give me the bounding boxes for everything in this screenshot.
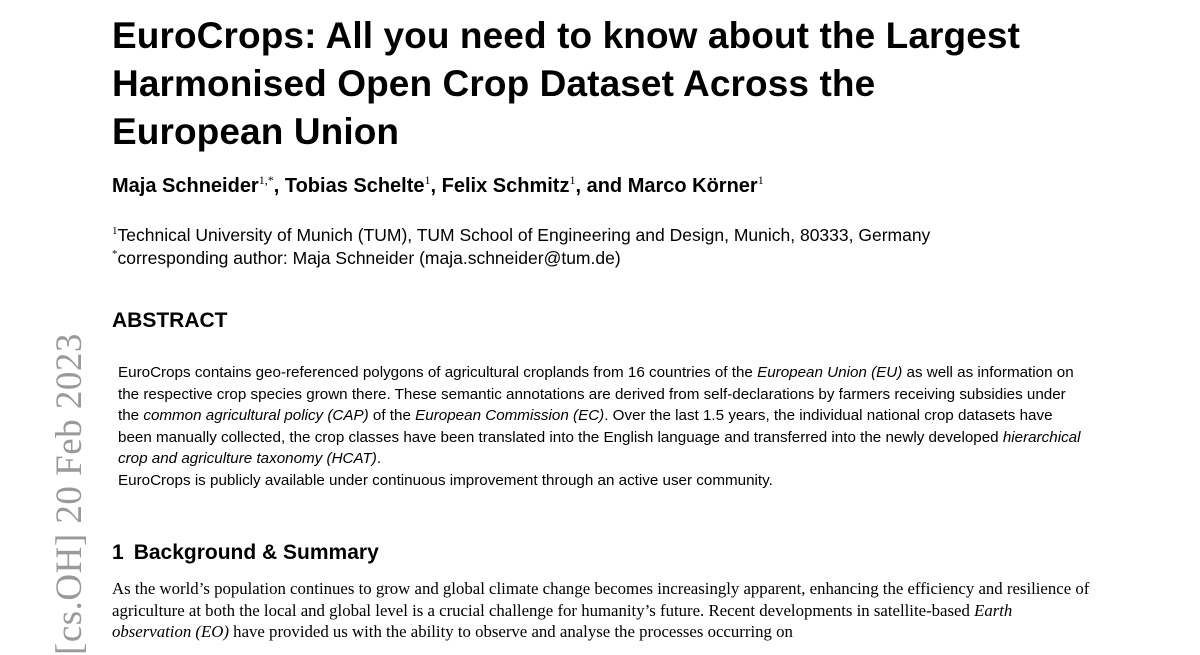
abstract-emphasis: European Union (EU) xyxy=(757,364,903,381)
author-separator: , xyxy=(430,175,442,197)
author-name: Felix Schmitz xyxy=(441,175,570,197)
author-affiliation-mark: 1 xyxy=(424,173,431,187)
affiliation-mark: 1 xyxy=(112,225,118,237)
title-line-1: EuroCrops: All you need to know about the Largest xyxy=(112,15,1021,56)
author-separator: , xyxy=(273,175,285,197)
abstract-heading: ABSTRACT xyxy=(112,309,228,332)
section-title: Background & Summary xyxy=(133,541,379,564)
abstract-text: . Over the last 1.5 years, the individual national crop datasets have been manually collected, the crop classes have been translated into the English language and transferred into the newly developed xyxy=(118,407,1053,446)
affiliation-mark: * xyxy=(112,248,118,260)
author-list xyxy=(112,173,1102,199)
abstract-paragraph: EuroCrops is publicly available under continuous improvement through an active user community. xyxy=(118,471,773,489)
section-body xyxy=(112,578,1092,643)
affiliations xyxy=(112,224,1102,270)
section-heading xyxy=(112,540,1102,566)
title-line-3: European Union xyxy=(112,111,400,152)
author-name: Marco Körner xyxy=(627,175,758,197)
abstract-text: EuroCrops contains geo-referenced polygons of agricultural croplands from 16 countries of the xyxy=(118,364,758,381)
affiliation-text: corresponding author: Maja Schneider (maja.schneider@tum.de) xyxy=(117,248,621,268)
paper-first-page xyxy=(112,12,1102,643)
arxiv-sidebar-stamp: [cs.OH] 20 Feb 2023 xyxy=(49,333,90,655)
paper-title xyxy=(112,12,1102,156)
abstract-emphasis: common agricultural policy (CAP) xyxy=(143,407,369,424)
abstract-text: of the xyxy=(368,407,416,424)
body-paragraph xyxy=(112,578,1092,643)
abstract-emphasis: hierarchical crop and agriculture taxonomy (HCAT) xyxy=(118,428,1081,467)
affiliation-line xyxy=(112,224,1102,247)
affiliation-line xyxy=(112,247,1102,270)
body-text: As the world’s population continues to grow and global climate change becomes increasingly apparent, enhancing the efficiency and resilience of agriculture at both the local and global level is a crucial challenge for humanity’s future. Recent developments in satellite-based xyxy=(112,579,1090,620)
title-line-2: Harmonised Open Crop Dataset Across the xyxy=(112,63,876,104)
author-name: Maja Schneider xyxy=(112,175,259,197)
body-emphasis: Earth observation (EO) xyxy=(112,600,1013,641)
abstract-text: . xyxy=(376,450,382,467)
author-separator: , and xyxy=(575,175,628,197)
author-affiliation-mark: 1 xyxy=(569,173,576,187)
body-text: have provided us with the ability to observe and analyse the processes occurring on xyxy=(228,622,793,641)
section-number: 1 xyxy=(112,541,124,564)
author-name: Tobias Schelte xyxy=(284,175,425,197)
author-affiliation-mark: 1,* xyxy=(258,173,274,187)
abstract-text: as well as information on the respective crop species grown there. These semantic annotations are derived from self-declarations by farmers receiving subsidies under the xyxy=(118,364,1074,424)
affiliation-text: Technical University of Munich (TUM), TUM School of Engineering and Design, Munich, 80333, Germany xyxy=(117,225,931,245)
abstract-paragraph xyxy=(118,362,1090,470)
author-affiliation-mark: 1 xyxy=(757,173,764,187)
abstract-body xyxy=(118,362,1090,491)
abstract-emphasis: European Commission (EC) xyxy=(415,407,605,424)
